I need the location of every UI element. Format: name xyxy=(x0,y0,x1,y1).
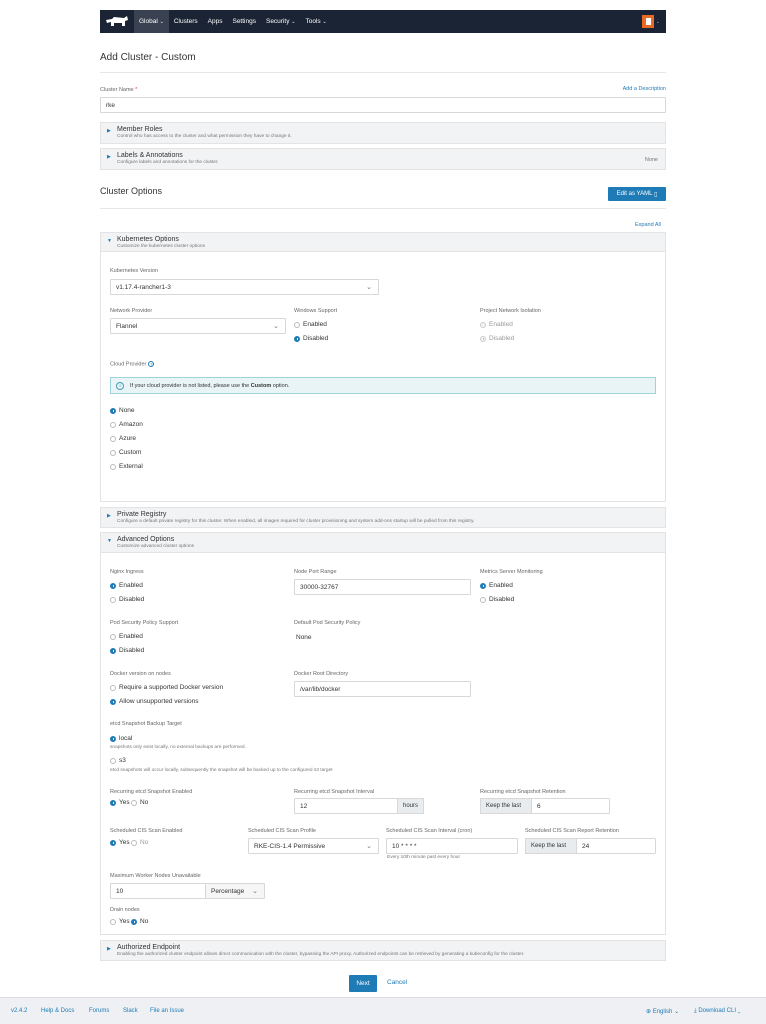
radio-icon xyxy=(110,436,116,442)
default-psp-label: Default Pod Security Policy xyxy=(294,620,361,626)
isolation-disabled-label: Disabled xyxy=(489,335,515,342)
radio-icon xyxy=(110,450,116,456)
nav-security[interactable] xyxy=(261,10,301,33)
radio-checked-icon xyxy=(110,736,116,742)
download-cli-link[interactable] xyxy=(694,1008,741,1015)
etcd-s3-label: s3 xyxy=(119,757,126,764)
radio-icon xyxy=(110,422,116,428)
docker-root-label: Docker Root Directory xyxy=(294,671,349,677)
radio-checked-icon xyxy=(294,336,300,342)
psp-enabled-radio[interactable] xyxy=(110,633,143,640)
radio-icon xyxy=(294,322,300,328)
docker-require-radio[interactable] xyxy=(110,684,223,691)
help-docs-link[interactable]: Help & Docs xyxy=(41,1008,75,1014)
chevron-down-icon: ⌄ xyxy=(322,18,327,25)
drain-nodes-label: Drain nodes xyxy=(110,907,140,913)
kubernetes-options-panel xyxy=(100,232,666,502)
nav-tools[interactable] xyxy=(300,10,331,33)
cis-profile-label: Scheduled CIS Scan Profile xyxy=(248,828,316,834)
chevron-down-icon: ⌄ xyxy=(674,1009,680,1015)
psp-support-label: Pod Security Policy Support xyxy=(110,620,179,626)
max-unavailable-unit-value: Percentage xyxy=(211,887,245,895)
docker-version-label: Docker version on nodes xyxy=(110,671,171,677)
radio-icon xyxy=(110,685,116,691)
caret-right-icon: ▶ xyxy=(107,946,111,952)
cis-yes-label: Yes xyxy=(119,839,130,846)
info-icon: i xyxy=(116,382,124,390)
nginx-enabled-label: Enabled xyxy=(119,582,143,589)
drain-no-label: No xyxy=(140,918,149,925)
language-label: English xyxy=(652,1009,673,1015)
divider xyxy=(100,208,666,209)
cloud-amazon-label: Amazon xyxy=(119,421,143,428)
kubernetes-options-title: Kubernetes Options xyxy=(117,236,179,243)
caret-down-icon: ▼ xyxy=(107,238,112,244)
cloud-azure-label: Azure xyxy=(119,435,136,442)
etcd-s3-hint: etcd snapshots will occur locally, subsequently the snapshot will be backed up to the configured s3 target xyxy=(110,768,333,773)
cloud-none-label: None xyxy=(119,407,135,414)
radio-icon xyxy=(110,634,116,640)
isolation-disabled-radio[interactable] xyxy=(480,335,514,342)
footer xyxy=(0,997,766,1024)
cis-interval-label: Scheduled CIS Scan Interval (cron) xyxy=(386,828,473,834)
drain-no-radio[interactable] xyxy=(131,918,148,925)
snapshot-retention-label: Recurring etcd Snapshot Retention xyxy=(480,789,566,795)
add-description-link[interactable]: Add a Description xyxy=(622,86,666,92)
nginx-ingress-label: Nginx Ingress xyxy=(110,569,144,575)
caret-right-icon: ▶ xyxy=(107,128,111,134)
chevron-down-icon: ⌄ xyxy=(655,18,660,25)
keep-last-addon: Keep the last xyxy=(525,838,577,854)
radio-checked-icon xyxy=(110,800,116,806)
chevron-down-icon: ⌄ xyxy=(159,18,164,25)
keep-last-addon: Keep the last xyxy=(480,798,532,814)
nav-global[interactable] xyxy=(134,10,169,33)
forums-link[interactable]: Forums xyxy=(89,1008,110,1014)
node-port-range-input[interactable]: 30000-32767 xyxy=(294,579,471,595)
docker-allow-label: Allow unsupported versions xyxy=(119,698,199,705)
kubernetes-options-subtitle: Customize the kubernetes cluster options xyxy=(117,244,205,249)
etcd-target-label: etcd Snapshot Backup Target xyxy=(110,721,182,727)
recurring-no-label: No xyxy=(140,799,149,806)
download-cli-label: Download CLI xyxy=(698,1008,737,1014)
psp-disabled-label: Disabled xyxy=(119,647,145,654)
radio-icon xyxy=(110,758,116,764)
radio-icon xyxy=(480,597,486,603)
cloud-custom-label: Custom xyxy=(119,449,142,456)
drain-yes-label: Yes xyxy=(119,918,130,925)
drain-yes-radio[interactable] xyxy=(110,918,130,925)
language-selector[interactable] xyxy=(646,1008,679,1015)
cis-retention-input[interactable]: 24 xyxy=(576,838,656,854)
edit-yaml-button[interactable] xyxy=(608,187,666,201)
expand-all-link[interactable]: Expand All xyxy=(635,222,661,228)
nginx-disabled-label: Disabled xyxy=(119,596,145,603)
recurring-snapshot-label: Recurring etcd Snapshot Enabled xyxy=(110,789,193,795)
windows-disabled-radio[interactable] xyxy=(294,335,328,342)
labels-subtitle: Configure labels and annotations for the cluster. xyxy=(117,160,219,165)
radio-icon xyxy=(480,322,486,328)
radio-checked-icon xyxy=(480,336,486,342)
cis-profile-value: RKE-CIS-1.4 Permissive xyxy=(254,842,326,850)
top-navbar xyxy=(100,10,666,33)
k8s-version-value: v1.17.4-rancher1-3 xyxy=(116,283,171,291)
cis-profile-select[interactable] xyxy=(248,838,379,854)
snapshot-interval-label: Recurring etcd Snapshot Interval xyxy=(294,789,375,795)
chevron-down-icon: ⌄ xyxy=(366,284,372,291)
radio-icon xyxy=(110,597,116,603)
nav-settings[interactable]: Settings xyxy=(232,18,256,25)
default-psp-value: None xyxy=(296,634,312,641)
nav-apps[interactable]: Apps xyxy=(207,18,223,25)
cloud-provider-info-banner xyxy=(110,377,656,394)
authorized-endpoint-subtitle: Enabling the authorized cluster endpoint allows direct communication with the cluster, bypassing the API proxy. Authorized endpoints can be retrieved by generating a kubeconfig for the cluster. xyxy=(117,952,525,957)
cis-enabled-label: Scheduled CIS Scan Enabled xyxy=(110,828,183,834)
file-issue-link[interactable]: File an Issue xyxy=(150,1008,185,1014)
recurring-no-radio[interactable] xyxy=(131,799,148,806)
isolation-enabled-radio[interactable] xyxy=(480,321,513,328)
advanced-options-accordion[interactable] xyxy=(100,532,666,553)
cis-yes-radio[interactable] xyxy=(110,839,130,846)
cloud-external-radio[interactable] xyxy=(110,463,143,470)
labels-accordion[interactable] xyxy=(100,148,666,170)
advanced-options-subtitle: Customize advanced cluster options xyxy=(117,544,195,549)
nav-clusters[interactable]: Clusters xyxy=(173,18,198,25)
docker-allow-radio[interactable] xyxy=(110,698,199,705)
radio-checked-icon xyxy=(110,408,116,414)
recurring-yes-radio[interactable] xyxy=(110,799,130,806)
cluster-options-title: Cluster Options xyxy=(100,186,163,196)
max-unavailable-unit-select[interactable] xyxy=(205,883,265,899)
private-registry-accordion[interactable] xyxy=(100,507,666,528)
labels-status: None xyxy=(644,157,658,163)
user-avatar[interactable] xyxy=(642,14,660,29)
cloud-azure-radio[interactable] xyxy=(110,435,136,442)
node-port-range-label: Node Port Range xyxy=(294,569,337,575)
authorized-endpoint-accordion[interactable] xyxy=(100,940,666,961)
cis-retention-label: Scheduled CIS Scan Report Retention xyxy=(525,828,619,834)
radio-checked-icon xyxy=(480,583,486,589)
etcd-local-radio[interactable] xyxy=(110,735,132,742)
network-provider-value: Flannel xyxy=(116,322,138,330)
page-title: Add Cluster - Custom xyxy=(100,52,196,63)
max-unavailable-label: Maximum Worker Nodes Unavailable xyxy=(110,873,201,879)
isolation-enabled-label: Enabled xyxy=(489,321,513,328)
cluster-name-input[interactable]: rke xyxy=(100,97,666,113)
etcd-local-label: local xyxy=(119,735,133,742)
cancel-button[interactable]: Cancel xyxy=(387,979,408,986)
chevron-down-icon: ⌄ xyxy=(366,843,372,850)
private-registry-title: Private Registry xyxy=(117,511,167,518)
chevron-down-icon: ⌄ xyxy=(252,888,258,895)
docker-require-label: Require a supported Docker version xyxy=(119,684,224,691)
metrics-disabled-label: Disabled xyxy=(489,596,515,603)
recurring-yes-label: Yes xyxy=(119,799,130,806)
hours-addon: hours xyxy=(397,798,424,814)
labels-title: Labels & Annotations xyxy=(117,152,183,159)
radio-icon xyxy=(131,840,137,846)
etcd-s3-radio[interactable] xyxy=(110,757,126,764)
windows-enabled-label: Enabled xyxy=(303,321,327,328)
info-bold: Custom xyxy=(250,382,272,389)
nav-security-label: Security xyxy=(265,18,290,25)
radio-checked-icon xyxy=(110,648,116,654)
file-icon: ▯ xyxy=(654,191,658,198)
nav-global-label: Global xyxy=(139,18,158,25)
network-provider-select[interactable] xyxy=(110,318,286,334)
windows-disabled-label: Disabled xyxy=(303,335,329,342)
metrics-enabled-label: Enabled xyxy=(489,582,513,589)
chevron-down-icon: ⌄ xyxy=(273,323,279,330)
snapshot-retention-input[interactable]: 6 xyxy=(531,798,610,814)
cloud-none-radio[interactable] xyxy=(110,407,135,414)
globe-icon: ⊕ xyxy=(646,1009,652,1015)
avatar-icon xyxy=(642,15,654,28)
nav-tools-label: Tools xyxy=(305,18,321,25)
chevron-down-icon: ⌄ xyxy=(737,1008,741,1014)
chevron-down-icon: ⌄ xyxy=(291,18,296,25)
info-text-end: option. xyxy=(272,382,290,389)
cloud-custom-radio[interactable] xyxy=(110,449,141,456)
docker-root-input[interactable]: /var/lib/docker xyxy=(294,681,471,697)
nginx-enabled-radio[interactable] xyxy=(110,582,143,589)
snapshot-interval-input[interactable]: 12 xyxy=(294,798,398,814)
download-icon: ⤓ xyxy=(694,1008,697,1014)
cloud-external-label: External xyxy=(119,463,143,470)
metrics-disabled-radio[interactable] xyxy=(480,596,514,603)
rancher-logo[interactable] xyxy=(100,10,134,33)
caret-down-icon: ▼ xyxy=(107,538,112,544)
cis-no-label: No xyxy=(140,839,149,846)
radio-checked-icon xyxy=(110,699,116,705)
member-roles-subtitle: Control who has access to the cluster and what permission they have to change it. xyxy=(117,134,292,139)
cluster-name-label: Cluster Name * xyxy=(100,87,138,93)
radio-icon xyxy=(110,464,116,470)
advanced-options-title: Advanced Options xyxy=(117,536,175,543)
metrics-enabled-radio[interactable] xyxy=(480,582,513,589)
radio-checked-icon xyxy=(110,840,116,846)
radio-icon xyxy=(110,919,116,925)
cloud-provider-label: Cloud Provider ? xyxy=(110,361,153,368)
member-roles-accordion[interactable] xyxy=(100,122,666,144)
radio-checked-icon xyxy=(110,583,116,589)
nginx-disabled-radio[interactable] xyxy=(110,596,144,603)
cis-interval-input[interactable]: 10 * * * * xyxy=(386,838,518,854)
cis-interval-hint: Every 10th minute past every hour xyxy=(387,855,461,860)
edit-yaml-label: Edit as YAML xyxy=(616,191,653,197)
project-isolation-label: Project Network Isolation xyxy=(480,308,541,314)
info-text: If your cloud provider is not listed, please use the xyxy=(130,382,250,389)
caret-right-icon: ▶ xyxy=(107,513,111,519)
private-registry-subtitle: Configure a default private registry for this cluster. When enabled, all images required for cluster provisioning and system add-ons startup will be pulled from this registry. xyxy=(117,519,475,524)
metrics-server-label: Metrics Server Monitoring xyxy=(480,569,543,575)
divider xyxy=(100,72,666,73)
psp-enabled-label: Enabled xyxy=(119,633,143,640)
network-provider-label: Network Provider xyxy=(110,308,153,314)
k8s-version-select[interactable] xyxy=(110,279,379,295)
psp-disabled-radio[interactable] xyxy=(110,647,144,654)
windows-support-label: Windows Support xyxy=(294,308,338,314)
authorized-endpoint-title: Authorized Endpoint xyxy=(117,944,181,951)
max-unavailable-input[interactable]: 10 xyxy=(110,883,206,899)
slack-link[interactable]: Slack xyxy=(123,1008,138,1014)
cloud-amazon-radio[interactable] xyxy=(110,421,143,428)
etcd-local-hint: snapshots only exist locally, no external backups are performed. xyxy=(110,745,246,750)
k8s-version-label: Kubernetes Version xyxy=(110,268,159,274)
member-roles-title: Member Roles xyxy=(117,126,163,133)
cis-no-radio[interactable] xyxy=(131,839,148,846)
windows-enabled-radio[interactable] xyxy=(294,321,327,328)
version-link[interactable]: v2.4.2 xyxy=(11,1008,28,1014)
help-icon[interactable]: ? xyxy=(150,361,153,367)
next-button[interactable]: Next xyxy=(349,975,377,992)
radio-icon xyxy=(131,800,137,806)
kubernetes-options-accordion[interactable] xyxy=(100,232,666,252)
caret-right-icon: ▶ xyxy=(107,154,111,160)
radio-checked-icon xyxy=(131,919,137,925)
